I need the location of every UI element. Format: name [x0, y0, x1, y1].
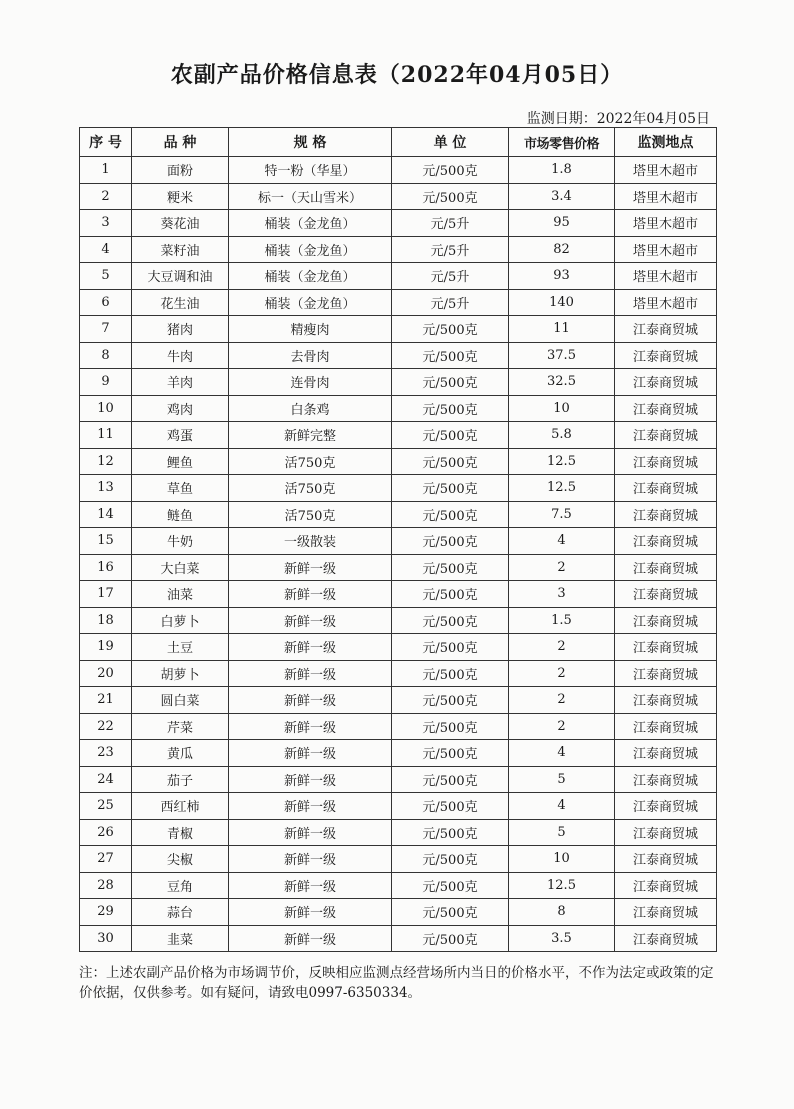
cell-unit: 元/500克 — [392, 342, 509, 369]
cell-product: 白萝卜 — [132, 607, 229, 634]
cell-unit: 元/500克 — [392, 528, 509, 555]
table-row — [80, 342, 717, 369]
price-table — [79, 127, 717, 952]
cell-price: 2 — [509, 634, 615, 661]
cell-unit: 元/500克 — [392, 422, 509, 449]
table-row — [80, 528, 717, 555]
cell-unit: 元/500克 — [392, 660, 509, 687]
cell-spec: 新鲜一级 — [229, 740, 392, 767]
cell-price: 11 — [509, 316, 615, 343]
footnote: 注：上述农副产品价格为市场调节价，反映相应监测点经营场所内当日的价格水平，不作为法定或政策的定价依据，仅供参考。如有疑问，请致电0997-6350334。 — [79, 965, 714, 1001]
table-row — [80, 740, 717, 767]
cell-price: 93 — [509, 263, 615, 290]
cell-index: 15 — [80, 528, 132, 555]
table-row — [80, 581, 717, 608]
cell-price: 82 — [509, 236, 615, 263]
cell-spec: 特一粉（华星） — [229, 157, 392, 184]
cell-location: 江泰商贸城 — [615, 422, 717, 449]
cell-index: 22 — [80, 713, 132, 740]
cell-spec: 新鲜一级 — [229, 793, 392, 820]
cell-product: 黄瓜 — [132, 740, 229, 767]
cell-price: 2 — [509, 554, 615, 581]
cell-price: 8 — [509, 899, 615, 926]
cell-spec: 活750克 — [229, 501, 392, 528]
cell-location: 江泰商贸城 — [615, 395, 717, 422]
table-row — [80, 634, 717, 661]
page-title: 农副产品价格信息表（2022年04月05日） — [170, 62, 624, 88]
cell-location: 江泰商贸城 — [615, 369, 717, 396]
table-row — [80, 899, 717, 926]
cell-product: 鸡肉 — [132, 395, 229, 422]
cell-index: 23 — [80, 740, 132, 767]
cell-index: 10 — [80, 395, 132, 422]
cell-unit: 元/500克 — [392, 846, 509, 873]
cell-index: 17 — [80, 581, 132, 608]
cell-index: 24 — [80, 766, 132, 793]
header-location: 监测地点 — [615, 128, 717, 157]
table-row — [80, 925, 717, 952]
cell-product: 豆角 — [132, 872, 229, 899]
cell-product: 土豆 — [132, 634, 229, 661]
cell-unit: 元/500克 — [392, 793, 509, 820]
cell-index: 28 — [80, 872, 132, 899]
cell-product: 花生油 — [132, 289, 229, 316]
cell-product: 菜籽油 — [132, 236, 229, 263]
cell-unit: 元/500克 — [392, 925, 509, 952]
cell-index: 13 — [80, 475, 132, 502]
cell-price: 4 — [509, 740, 615, 767]
table-row — [80, 819, 717, 846]
cell-spec: 新鲜一级 — [229, 872, 392, 899]
cell-index: 9 — [80, 369, 132, 396]
cell-spec: 桶装（金龙鱼） — [229, 263, 392, 290]
table-row — [80, 660, 717, 687]
table-row — [80, 369, 717, 396]
table-row — [80, 289, 717, 316]
cell-spec: 一级散装 — [229, 528, 392, 555]
table-row — [80, 210, 717, 237]
table-row — [80, 263, 717, 290]
cell-location: 江泰商贸城 — [615, 554, 717, 581]
cell-price: 12.5 — [509, 475, 615, 502]
cell-spec: 新鲜一级 — [229, 766, 392, 793]
cell-location: 江泰商贸城 — [615, 501, 717, 528]
cell-index: 29 — [80, 899, 132, 926]
header-product: 品 种 — [132, 128, 229, 157]
cell-price: 140 — [509, 289, 615, 316]
cell-price: 4 — [509, 793, 615, 820]
cell-location: 塔里木超市 — [615, 263, 717, 290]
cell-location: 江泰商贸城 — [615, 581, 717, 608]
table-header-row — [80, 128, 717, 157]
cell-index: 16 — [80, 554, 132, 581]
cell-location: 江泰商贸城 — [615, 819, 717, 846]
table-row — [80, 236, 717, 263]
cell-index: 2 — [80, 183, 132, 210]
cell-price: 1.5 — [509, 607, 615, 634]
cell-index: 3 — [80, 210, 132, 237]
cell-index: 27 — [80, 846, 132, 873]
cell-location: 江泰商贸城 — [615, 528, 717, 555]
cell-price: 95 — [509, 210, 615, 237]
table-row — [80, 554, 717, 581]
cell-index: 19 — [80, 634, 132, 661]
cell-unit: 元/500克 — [392, 395, 509, 422]
cell-spec: 桶装（金龙鱼） — [229, 289, 392, 316]
cell-product: 青椒 — [132, 819, 229, 846]
cell-spec: 新鲜一级 — [229, 581, 392, 608]
cell-location: 江泰商贸城 — [615, 713, 717, 740]
cell-location: 江泰商贸城 — [615, 899, 717, 926]
cell-product: 茄子 — [132, 766, 229, 793]
table-row — [80, 422, 717, 449]
cell-index: 12 — [80, 448, 132, 475]
cell-price: 12.5 — [509, 448, 615, 475]
cell-spec: 新鲜一级 — [229, 554, 392, 581]
cell-index: 26 — [80, 819, 132, 846]
cell-price: 32.5 — [509, 369, 615, 396]
table-row — [80, 183, 717, 210]
cell-location: 江泰商贸城 — [615, 740, 717, 767]
cell-unit: 元/500克 — [392, 872, 509, 899]
cell-unit: 元/500克 — [392, 554, 509, 581]
cell-price: 2 — [509, 713, 615, 740]
cell-unit: 元/5升 — [392, 289, 509, 316]
cell-unit: 元/500克 — [392, 475, 509, 502]
cell-location: 江泰商贸城 — [615, 634, 717, 661]
cell-unit: 元/500克 — [392, 766, 509, 793]
cell-product: 圆白菜 — [132, 687, 229, 714]
table-row — [80, 687, 717, 714]
cell-spec: 新鲜完整 — [229, 422, 392, 449]
table-row — [80, 501, 717, 528]
cell-index: 6 — [80, 289, 132, 316]
cell-spec: 连骨肉 — [229, 369, 392, 396]
table-row — [80, 766, 717, 793]
cell-unit: 元/500克 — [392, 899, 509, 926]
cell-spec: 标一（天山雪米） — [229, 183, 392, 210]
table-row — [80, 316, 717, 343]
cell-price: 3 — [509, 581, 615, 608]
cell-product: 羊肉 — [132, 369, 229, 396]
cell-location: 塔里木超市 — [615, 183, 717, 210]
cell-location: 江泰商贸城 — [615, 448, 717, 475]
table-row — [80, 395, 717, 422]
cell-spec: 新鲜一级 — [229, 819, 392, 846]
cell-product: 粳米 — [132, 183, 229, 210]
cell-location: 江泰商贸城 — [615, 607, 717, 634]
cell-product: 葵花油 — [132, 210, 229, 237]
cell-product: 鲢鱼 — [132, 501, 229, 528]
cell-price: 7.5 — [509, 501, 615, 528]
cell-unit: 元/500克 — [392, 369, 509, 396]
header-index: 序 号 — [80, 128, 132, 157]
cell-index: 7 — [80, 316, 132, 343]
cell-price: 5 — [509, 819, 615, 846]
cell-product: 油菜 — [132, 581, 229, 608]
cell-location: 江泰商贸城 — [615, 846, 717, 873]
cell-spec: 新鲜一级 — [229, 660, 392, 687]
cell-location: 塔里木超市 — [615, 157, 717, 184]
cell-product: 西红柿 — [132, 793, 229, 820]
cell-index: 1 — [80, 157, 132, 184]
cell-unit: 元/500克 — [392, 607, 509, 634]
cell-price: 1.8 — [509, 157, 615, 184]
cell-location: 江泰商贸城 — [615, 316, 717, 343]
cell-location: 江泰商贸城 — [615, 475, 717, 502]
cell-location: 江泰商贸城 — [615, 925, 717, 952]
table-row — [80, 157, 717, 184]
cell-unit: 元/5升 — [392, 263, 509, 290]
cell-unit: 元/500克 — [392, 634, 509, 661]
cell-index: 14 — [80, 501, 132, 528]
cell-product: 大豆调和油 — [132, 263, 229, 290]
header-price: 市场零售价格 — [509, 128, 615, 157]
cell-unit: 元/500克 — [392, 448, 509, 475]
cell-product: 鸡蛋 — [132, 422, 229, 449]
table-row — [80, 713, 717, 740]
cell-price: 5 — [509, 766, 615, 793]
cell-index: 8 — [80, 342, 132, 369]
cell-index: 21 — [80, 687, 132, 714]
cell-price: 3.5 — [509, 925, 615, 952]
cell-index: 18 — [80, 607, 132, 634]
cell-unit: 元/500克 — [392, 713, 509, 740]
cell-spec: 去骨肉 — [229, 342, 392, 369]
cell-product: 面粉 — [132, 157, 229, 184]
cell-location: 江泰商贸城 — [615, 687, 717, 714]
cell-unit: 元/5升 — [392, 210, 509, 237]
cell-product: 尖椒 — [132, 846, 229, 873]
header-spec: 规 格 — [229, 128, 392, 157]
cell-index: 5 — [80, 263, 132, 290]
monitor-date: 监测日期：2022年04月05日 — [526, 111, 710, 127]
cell-price: 2 — [509, 660, 615, 687]
cell-product: 蒜台 — [132, 899, 229, 926]
table-body — [80, 157, 717, 952]
cell-unit: 元/500克 — [392, 157, 509, 184]
cell-spec: 新鲜一级 — [229, 846, 392, 873]
cell-unit: 元/5升 — [392, 236, 509, 263]
cell-location: 江泰商贸城 — [615, 342, 717, 369]
cell-spec: 新鲜一级 — [229, 607, 392, 634]
cell-location: 塔里木超市 — [615, 236, 717, 263]
cell-unit: 元/500克 — [392, 687, 509, 714]
cell-price: 3.4 — [509, 183, 615, 210]
cell-product: 草鱼 — [132, 475, 229, 502]
table-row — [80, 607, 717, 634]
table-row — [80, 872, 717, 899]
cell-unit: 元/500克 — [392, 740, 509, 767]
cell-product: 韭菜 — [132, 925, 229, 952]
cell-price: 2 — [509, 687, 615, 714]
cell-index: 30 — [80, 925, 132, 952]
cell-unit: 元/500克 — [392, 183, 509, 210]
table-row — [80, 793, 717, 820]
cell-spec: 活750克 — [229, 448, 392, 475]
cell-price: 10 — [509, 846, 615, 873]
cell-price: 37.5 — [509, 342, 615, 369]
cell-index: 20 — [80, 660, 132, 687]
cell-unit: 元/500克 — [392, 819, 509, 846]
cell-spec: 桶装（金龙鱼） — [229, 236, 392, 263]
cell-product: 大白菜 — [132, 554, 229, 581]
header-unit: 单 位 — [392, 128, 509, 157]
table-row — [80, 448, 717, 475]
cell-product: 芹菜 — [132, 713, 229, 740]
cell-product: 胡萝卜 — [132, 660, 229, 687]
cell-location: 江泰商贸城 — [615, 660, 717, 687]
cell-spec: 精瘦肉 — [229, 316, 392, 343]
cell-spec: 新鲜一级 — [229, 925, 392, 952]
cell-product: 猪肉 — [132, 316, 229, 343]
table-row — [80, 475, 717, 502]
cell-location: 塔里木超市 — [615, 289, 717, 316]
cell-price: 12.5 — [509, 872, 615, 899]
cell-location: 塔里木超市 — [615, 210, 717, 237]
cell-index: 4 — [80, 236, 132, 263]
cell-index: 25 — [80, 793, 132, 820]
cell-spec: 新鲜一级 — [229, 899, 392, 926]
cell-spec: 新鲜一级 — [229, 687, 392, 714]
table-row — [80, 846, 717, 873]
cell-index: 11 — [80, 422, 132, 449]
cell-price: 10 — [509, 395, 615, 422]
cell-price: 4 — [509, 528, 615, 555]
cell-unit: 元/500克 — [392, 316, 509, 343]
cell-unit: 元/500克 — [392, 501, 509, 528]
cell-spec: 新鲜一级 — [229, 713, 392, 740]
cell-location: 江泰商贸城 — [615, 766, 717, 793]
cell-unit: 元/500克 — [392, 581, 509, 608]
cell-product: 牛奶 — [132, 528, 229, 555]
cell-spec: 活750克 — [229, 475, 392, 502]
cell-product: 牛肉 — [132, 342, 229, 369]
cell-location: 江泰商贸城 — [615, 793, 717, 820]
cell-location: 江泰商贸城 — [615, 872, 717, 899]
cell-price: 5.8 — [509, 422, 615, 449]
cell-spec: 白条鸡 — [229, 395, 392, 422]
cell-spec: 桶装（金龙鱼） — [229, 210, 392, 237]
cell-spec: 新鲜一级 — [229, 634, 392, 661]
cell-product: 鲤鱼 — [132, 448, 229, 475]
